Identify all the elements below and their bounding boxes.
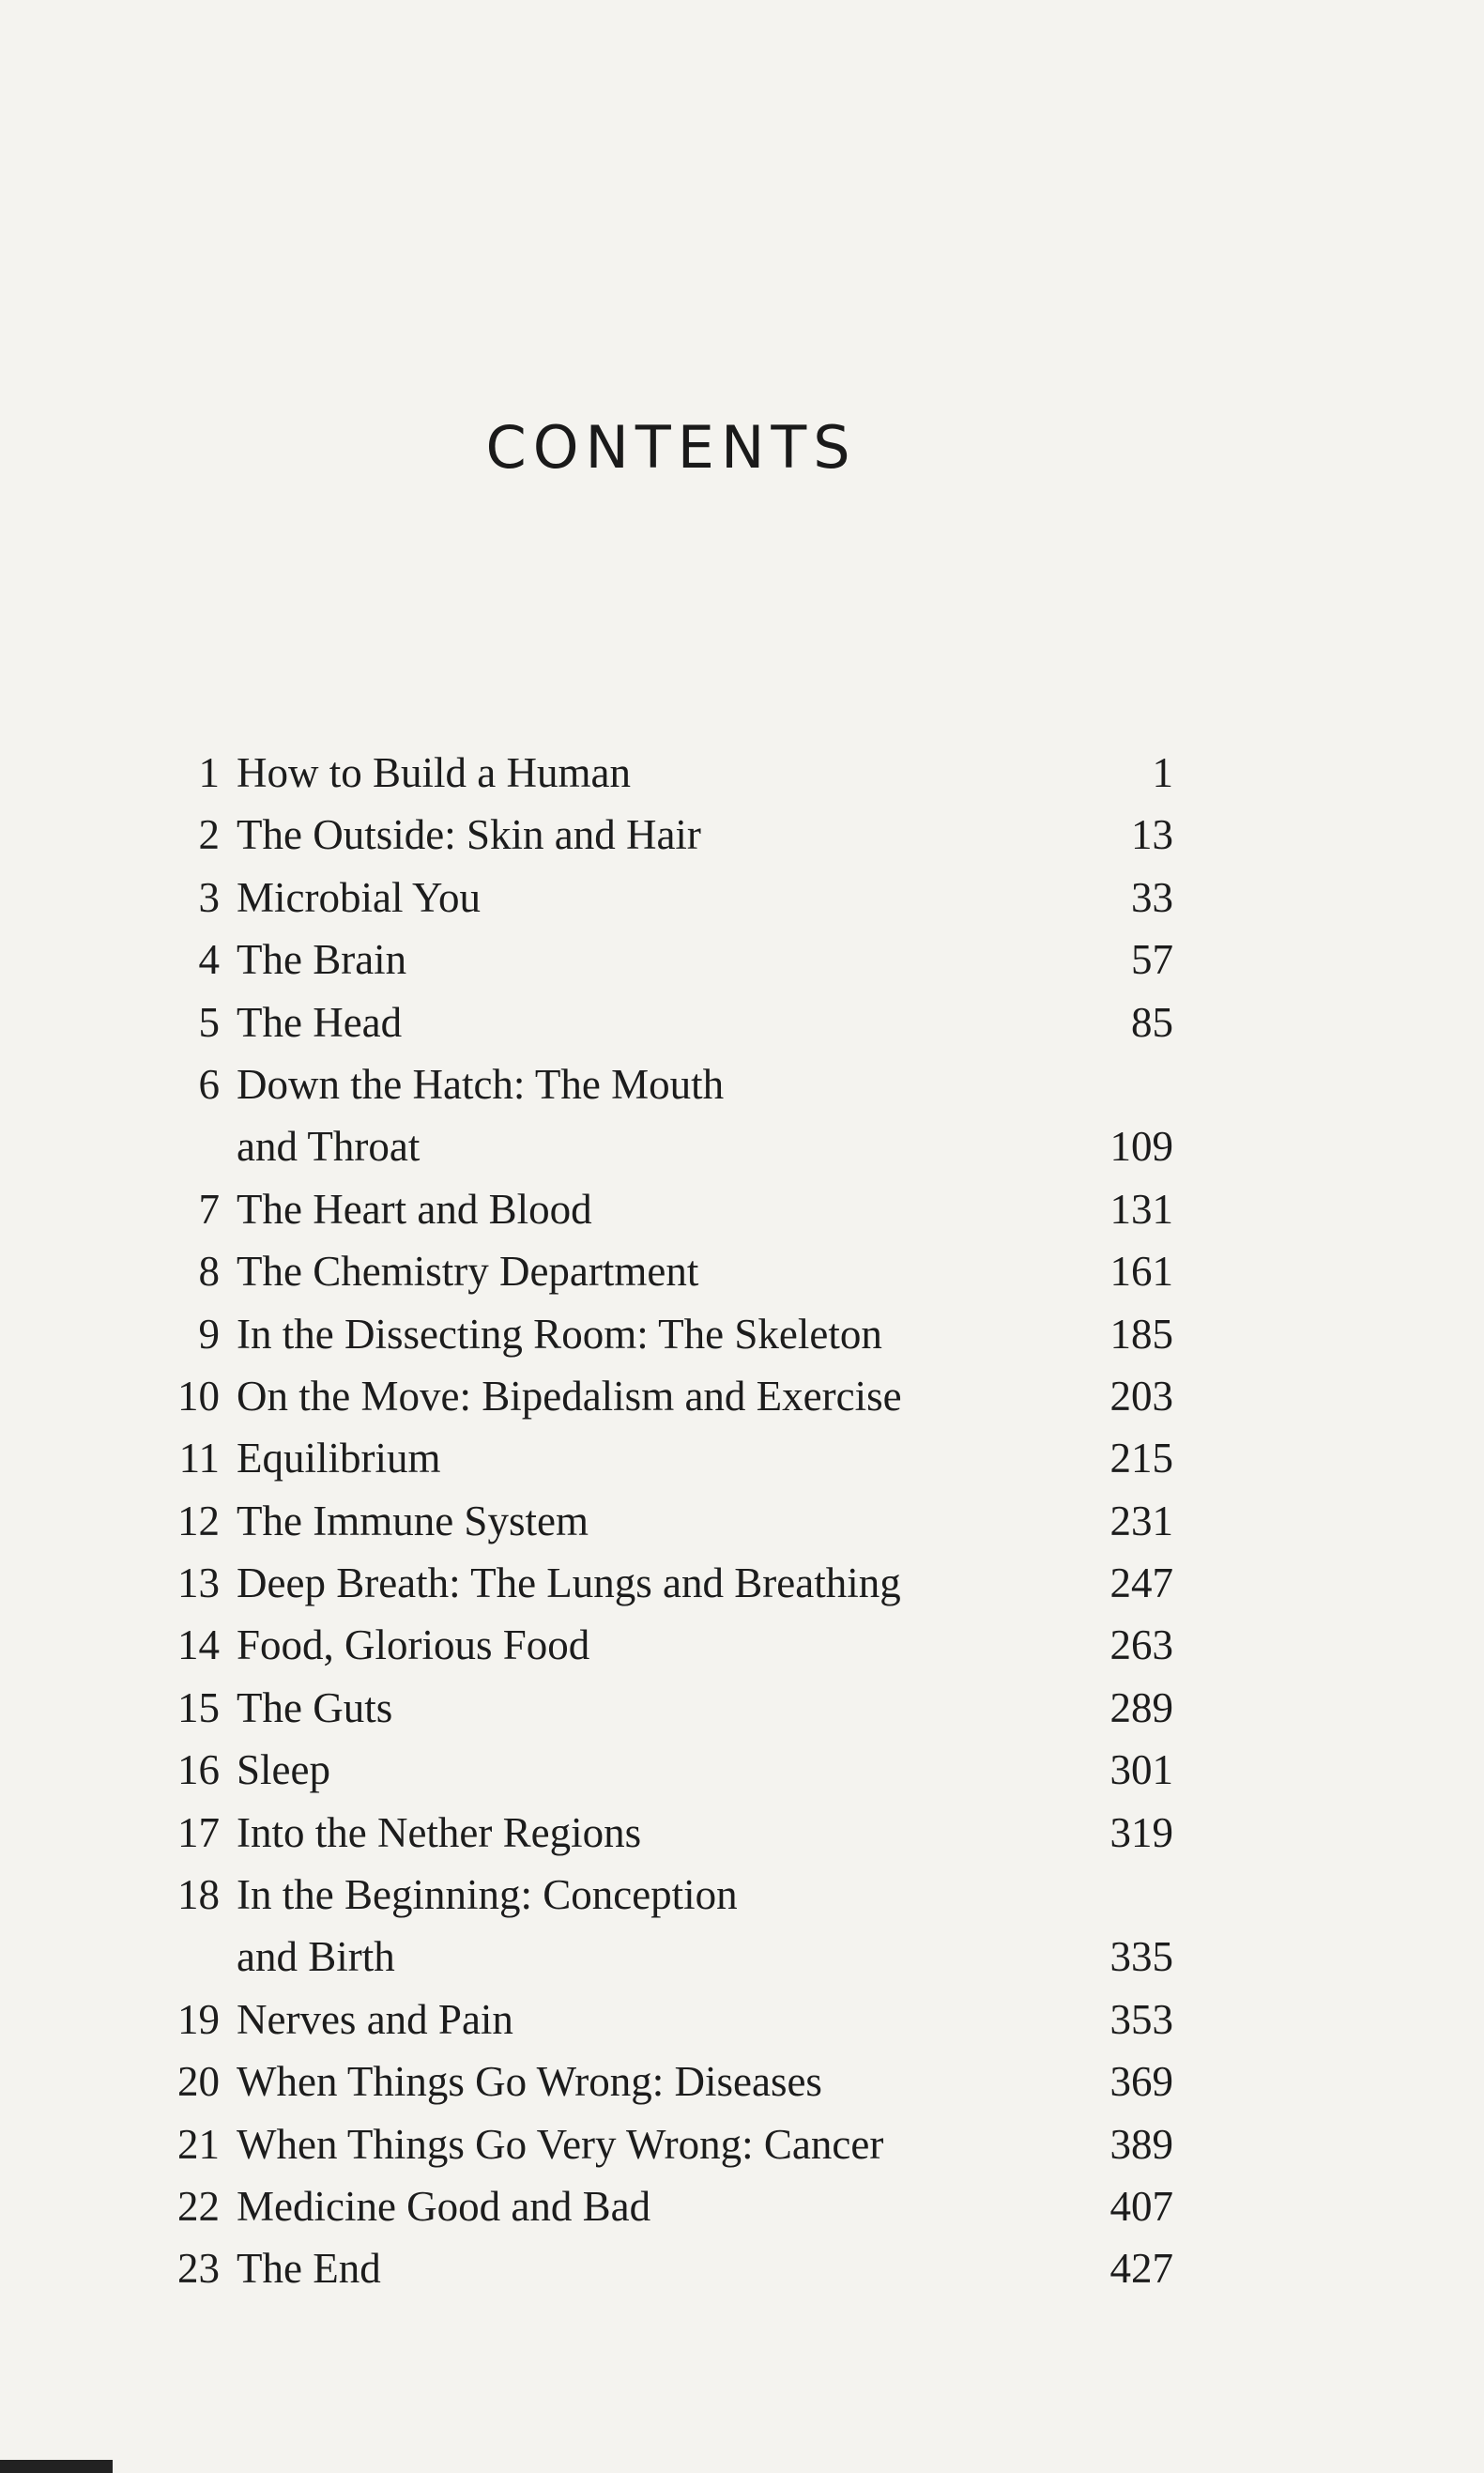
chapter-title: When Things Go Very Wrong: Cancer	[237, 2120, 884, 2168]
chapter-title: In the Dissecting Room: The Skeleton	[237, 1310, 882, 1358]
toc-entry	[160, 1677, 1173, 1739]
toc-entry	[160, 1178, 1173, 1240]
chapter-title: The Brain	[237, 936, 407, 984]
toc-entry-continuation	[160, 1926, 1173, 1988]
page-number: 231	[1109, 1497, 1173, 1544]
page-number: 263	[1109, 1621, 1173, 1669]
chapter-number: 19	[177, 1995, 220, 2043]
toc-entry	[160, 2175, 1173, 2237]
page-number: 369	[1109, 2058, 1173, 2106]
chapter-number: 7	[198, 1185, 220, 1233]
page-number: 301	[1109, 1746, 1173, 1794]
toc-entry	[160, 1303, 1173, 1365]
page-number	[1033, 1053, 1173, 1115]
page-number: 13	[1131, 811, 1173, 859]
chapter-title: The Guts	[237, 1683, 393, 1731]
toc-entry	[160, 1365, 1173, 1427]
chapter-title: The Immune System	[237, 1497, 589, 1544]
chapter-number: 12	[177, 1497, 220, 1544]
page-number: 131	[1109, 1185, 1173, 1233]
chapter-number: 6	[198, 1060, 220, 1108]
toc-entry	[160, 2051, 1173, 2112]
chapter-number: 17	[177, 1808, 220, 1856]
chapter-number: 9	[198, 1310, 220, 1358]
page-number	[1033, 1864, 1173, 1926]
page-number: 85	[1131, 998, 1173, 1046]
chapter-number: 21	[177, 2120, 220, 2168]
page-number: 389	[1109, 2120, 1173, 2168]
chapter-title: Food, Glorious Food	[237, 1621, 590, 1669]
page-number: 407	[1109, 2182, 1173, 2230]
chapter-title: The Heart and Blood	[237, 1185, 592, 1233]
toc-entry	[160, 991, 1173, 1053]
page-number: 215	[1109, 1435, 1173, 1482]
toc-entry	[160, 2113, 1173, 2175]
chapter-title: Sleep	[237, 1746, 330, 1794]
page-number: 203	[1109, 1372, 1173, 1420]
table-of-contents	[160, 742, 1173, 2300]
chapter-number: 1	[198, 749, 220, 796]
page-number: 319	[1109, 1808, 1173, 1856]
page-number: 353	[1109, 1995, 1173, 2043]
chapter-title: On the Move: Bipedalism and Exercise	[237, 1372, 902, 1420]
chapter-title: The End	[237, 2245, 381, 2293]
toc-entry	[160, 867, 1173, 929]
chapter-title: The Outside: Skin and Hair	[237, 811, 701, 859]
page-edge-shadow	[0, 2460, 113, 2473]
toc-entry-continuation	[160, 1115, 1173, 1177]
chapter-title: When Things Go Wrong: Diseases	[237, 2058, 822, 2106]
toc-entry	[160, 1240, 1173, 1302]
chapter-title: and Birth	[237, 1933, 395, 1981]
page-number: 289	[1109, 1683, 1173, 1731]
toc-entry	[160, 1552, 1173, 1614]
chapter-title: Microbial You	[237, 873, 482, 921]
toc-entry	[160, 2237, 1173, 2299]
page-number: 57	[1131, 936, 1173, 984]
toc-entry	[160, 1490, 1173, 1552]
chapter-number: 5	[198, 998, 220, 1046]
chapter-title: and Throat	[237, 1123, 421, 1171]
toc-entry	[160, 1427, 1173, 1489]
page-title: CONTENTS	[485, 413, 857, 482]
chapter-number: 8	[198, 1248, 220, 1296]
toc-entry	[160, 1614, 1173, 1676]
toc-entry	[160, 1864, 1173, 1926]
chapter-title: Medicine Good and Bad	[237, 2182, 651, 2230]
toc-entry	[160, 1053, 1173, 1115]
toc-entry	[160, 929, 1173, 991]
page-number: 247	[1109, 1559, 1173, 1607]
page-number: 33	[1131, 873, 1173, 921]
toc-entry	[160, 1739, 1173, 1801]
chapter-title: Equilibrium	[237, 1435, 441, 1482]
chapter-number: 16	[177, 1746, 220, 1794]
toc-entry	[160, 1802, 1173, 1864]
chapter-title: The Chemistry Department	[237, 1248, 699, 1296]
chapter-number	[160, 1926, 220, 1988]
chapter-number: 14	[177, 1621, 220, 1669]
page-number: 109	[1109, 1123, 1173, 1171]
chapter-number: 18	[177, 1871, 220, 1919]
chapter-number: 15	[177, 1683, 220, 1731]
chapter-title: Nerves and Pain	[237, 1995, 513, 2043]
chapter-number: 20	[177, 2058, 220, 2106]
chapter-title: Down the Hatch: The Mouth	[237, 1060, 725, 1108]
chapter-title: The Head	[237, 998, 403, 1046]
page-number: 185	[1109, 1310, 1173, 1358]
chapter-title: Into the Nether Regions	[237, 1808, 642, 1856]
chapter-title: Deep Breath: The Lungs and Breathing	[237, 1559, 901, 1607]
page-number: 161	[1109, 1248, 1173, 1296]
chapter-number	[160, 1115, 220, 1177]
chapter-number: 22	[177, 2182, 220, 2230]
page-number: 1	[1152, 749, 1173, 796]
chapter-title: In the Beginning: Conception	[237, 1871, 738, 1919]
chapter-number: 23	[177, 2245, 220, 2293]
toc-entry	[160, 1989, 1173, 2051]
chapter-number: 2	[198, 811, 220, 859]
chapter-number: 11	[178, 1435, 220, 1482]
chapter-number: 10	[177, 1372, 220, 1420]
page-number: 335	[1109, 1933, 1173, 1981]
toc-entry	[160, 804, 1173, 866]
chapter-number: 3	[198, 873, 220, 921]
chapter-title: How to Build a Human	[237, 749, 631, 796]
chapter-number: 4	[198, 936, 220, 984]
chapter-number: 13	[177, 1559, 220, 1607]
toc-entry	[160, 742, 1173, 804]
page-number: 427	[1109, 2245, 1173, 2293]
